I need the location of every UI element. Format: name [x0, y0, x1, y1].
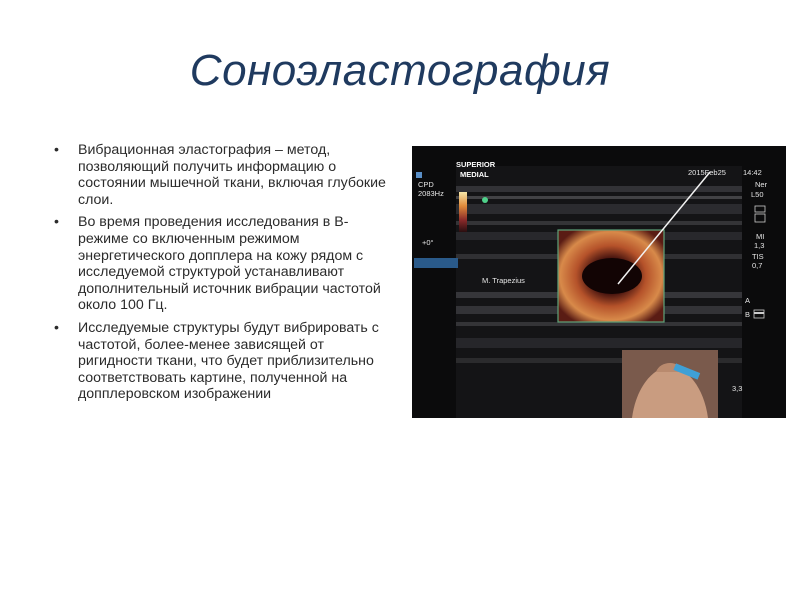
bullet-dot: • — [54, 319, 59, 336]
mi-label: MI — [756, 232, 765, 241]
tis-label: TIS — [752, 252, 764, 261]
bullet-text: Во время проведения исследования в В-режиме со включенным режимом энергетического допплера на кожу рядом с исследуемой структурой устанавливают дополнительный источник вибрации частотой около 100 Гц. — [78, 214, 381, 314]
patient-probe-photo — [622, 350, 718, 418]
date-label: 2015Feb25 — [688, 168, 726, 177]
bullet-dot: • — [54, 214, 59, 231]
ultrasound-image — [412, 146, 786, 418]
marker-b: B — [745, 310, 751, 319]
mi-value: 1,3 — [754, 241, 765, 250]
gain-label: +0° — [422, 238, 434, 247]
ultrasound-scan-graphic — [412, 146, 786, 418]
bullet-text: Исследуемые структуры будут вибрировать с частотой, более-менее зависящей от ригидности ткани, что будет приблизительно соответствовать картине, полученной на допплеровском изображении — [78, 319, 379, 403]
bullet-item — [52, 142, 392, 208]
mode-label: CPD — [418, 180, 434, 189]
bullet-list — [52, 142, 392, 409]
bullet-dot: • — [54, 142, 59, 158]
preset-label: Ner — [755, 180, 768, 189]
slide-title: Соноэластография — [189, 46, 611, 95]
probe-label: L50 — [751, 190, 764, 199]
frequency-label: 2083Hz — [418, 189, 444, 198]
depth-label: 3,3 — [732, 384, 743, 393]
bullet-item — [52, 214, 392, 314]
time-label: 14:42 — [743, 168, 762, 177]
marker-a: A — [745, 296, 751, 305]
tis-value: 0,7 — [752, 261, 763, 270]
patient-back-illustration — [622, 350, 718, 418]
structure-label: M. Trapezius — [482, 276, 525, 285]
orientation-medial: MEDIAL — [460, 170, 489, 179]
bullet-text: Вибрационная эластография – метод, позволяющий получить информацию о состоянии мышечной ткани, включая глубокие слои. — [78, 142, 386, 208]
orientation-superior: SUPERIOR — [456, 160, 496, 169]
bullet-item — [52, 320, 392, 403]
